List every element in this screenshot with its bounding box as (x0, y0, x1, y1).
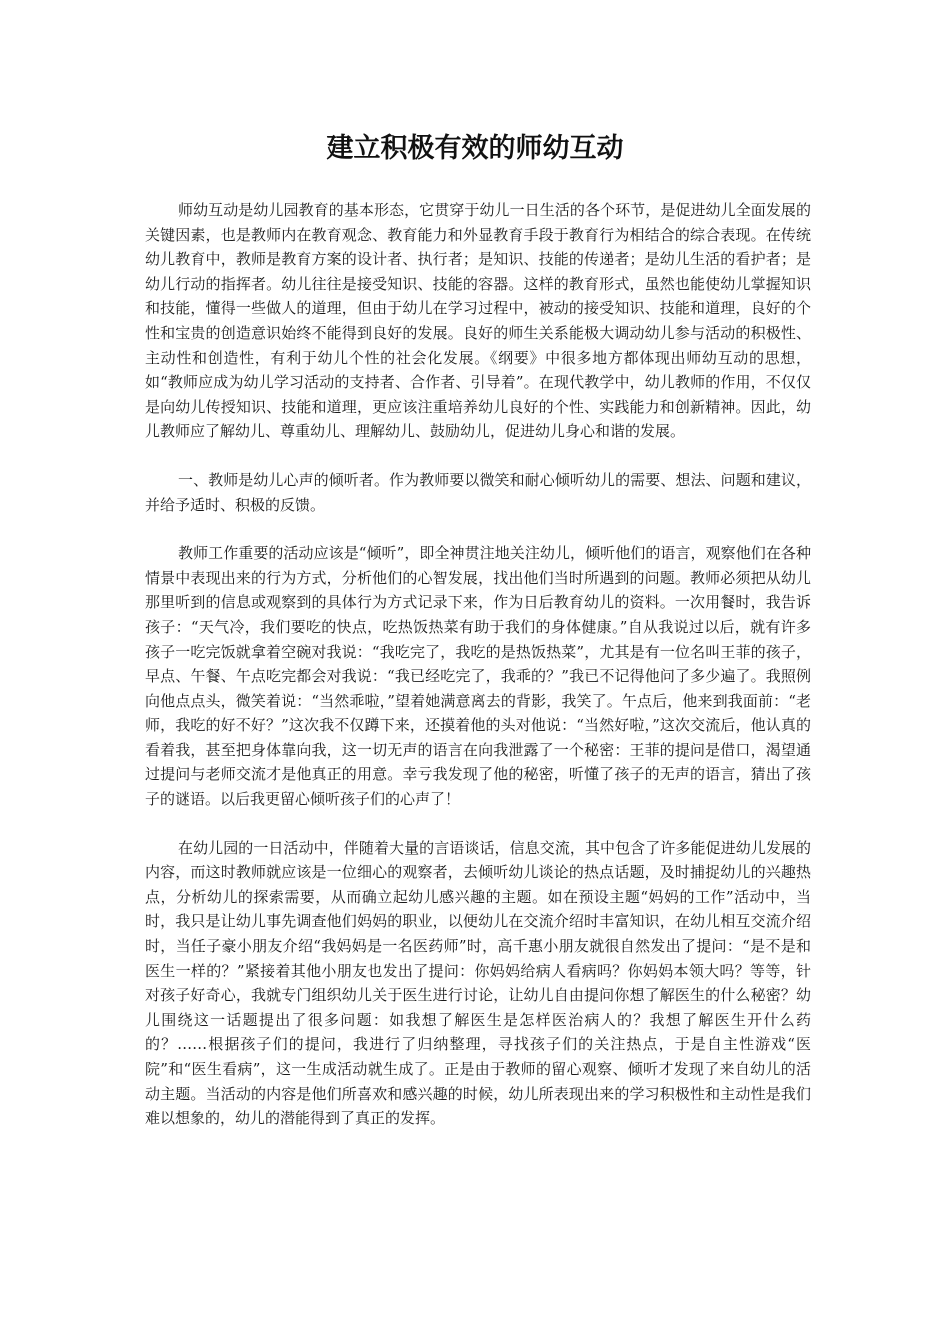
paragraph-listening-example: 教师工作重要的活动应该是“倾听”，即全神贯注地关注幼儿，倾听他们的语言，观察他们在各种情景中表现出来的行为方式，分析他们的心智发展，找出他们当时所遇到的问题。教师必须把从幼儿那里听到的信息或观察到的具体行为方式记录下来，作为日后教育幼儿的资料。一次用餐时，我告诉孩子：“天气冷，我们要吃的快点，吃热饭热菜有助于我们的身体健康。”自从我说过以后，就有许多孩子一吃完饭就拿着空碗对我说：“我吃完了，我吃的是热饭热菜”，尤其是有一位名叫王菲的孩子，早点、午餐、午点吃完都会对我说：“我已经吃完了，我乖的？”我已不记得他问了多少遍了。我照例向他点点头，微笑着说：“当然乖啦，”望着她满意离去的背影，我笑了。午点后，他来到我面前：“老师，我吃的好不好？”这次我不仅蹲下来，还摸着他的头对他说：“当然好啦，”这次交流后，他认真的看着我，甚至把身体靠向我，这一切无声的语言在向我泄露了一个秘密：王菲的提问是借口，渴望通过提问与老师交流才是他真正的用意。幸亏我发现了他的秘密，听懂了孩子的无声的语言，猜出了孩子的谜语。以后我更留心倾听孩子们的心声了！ (145, 544, 811, 809)
document-body (145, 198, 811, 1155)
page-title: 建立积极有效的师幼互动 (326, 133, 624, 164)
paragraph-section-one-heading: 一、教师是幼儿心声的倾听者。作为教师要以微笑和耐心倾听幼儿的需要、想法、问题和建议，并给予适时、积极的反馈。 (145, 470, 811, 514)
paragraph-observation-theme: 在幼儿园的一日活动中，伴随着大量的言语谈话，信息交流，其中包含了许多能促进幼儿发展的内容，而这时教师就应该是一位细心的观察者，去倾听幼儿谈论的热点话题，及时捕捉幼儿的兴趣热点，分析幼儿的探索需要，从而确立起幼儿感兴趣的主题。如在预设主题“妈妈的工作”活动中，当时，我只是让幼儿事先调查他们妈妈的职业，以便幼儿在交流介绍时丰富知识，在幼儿相互交流介绍时，当任子豪小朋友介绍“我妈妈是一名医药师”时，高千惠小朋友就很自然发出了提问：“是不是和医生一样的？”紧接着其他小朋友也发出了提问：你妈妈给病人看病吗？你妈妈本领大吗？等等，针对孩子好奇心，我就专门组织幼儿关于医生进行讨论，让幼儿自由提问你想了解医生的什么秘密？幼儿围绕这一话题提出了很多问题：如我想了解医生是怎样医治病人的？我想了解医生开什么药的？……根据孩子们的提问，我进行了归纳整理，寻找孩子们的关注热点，于是自主性游戏“医院”和“医生看病”，这一生成活动就生成了。正是由于教师的留心观察、倾听才发现了来自幼儿的活动主题。当活动的内容是他们所喜欢和感兴趣的时候，幼儿所表现出来的学习积极性和主动性是我们难以想象的，幼儿的潜能得到了真正的发挥。 (145, 838, 811, 1128)
paragraph-intro: 师幼互动是幼儿园教育的基本形态，它贯穿于幼儿一日生活的各个环节，是促进幼儿全面发展的关键因素，也是教师内在教育观念、教育能力和外显教育手段于教育行为相结合的综合表现。在传统幼儿教育中，教师是教育方案的设计者、执行者；是知识、技能的传递者；是幼儿生活的看护者；是幼儿行动的指挥者。幼儿往往是接受知识、技能的容器。这样的教育形式，虽然也能使幼儿掌握知识和技能，懂得一些做人的道理，但由于幼儿在学习过程中，被动的接受知识、技能和道理，良好的个性和宝贵的创造意识始终不能得到良好的发展。良好的师生关系能极大调动幼儿参与活动的积极性、主动性和创造性，有利于幼儿个性的社会化发展。《纲要》中很多地方都体现出师幼互动的思想，如“教师应成为幼儿学习活动的支持者、合作者、引导着”。在现代教学中，幼儿教师的作用，不仅仅是向幼儿传授知识、技能和道理，更应该注重培养幼儿良好的个性、实践能力和创新精神。因此，幼儿教师应了解幼儿、尊重幼儿、理解幼儿、鼓励幼儿，促进幼儿身心和谐的发展。 (145, 201, 811, 441)
